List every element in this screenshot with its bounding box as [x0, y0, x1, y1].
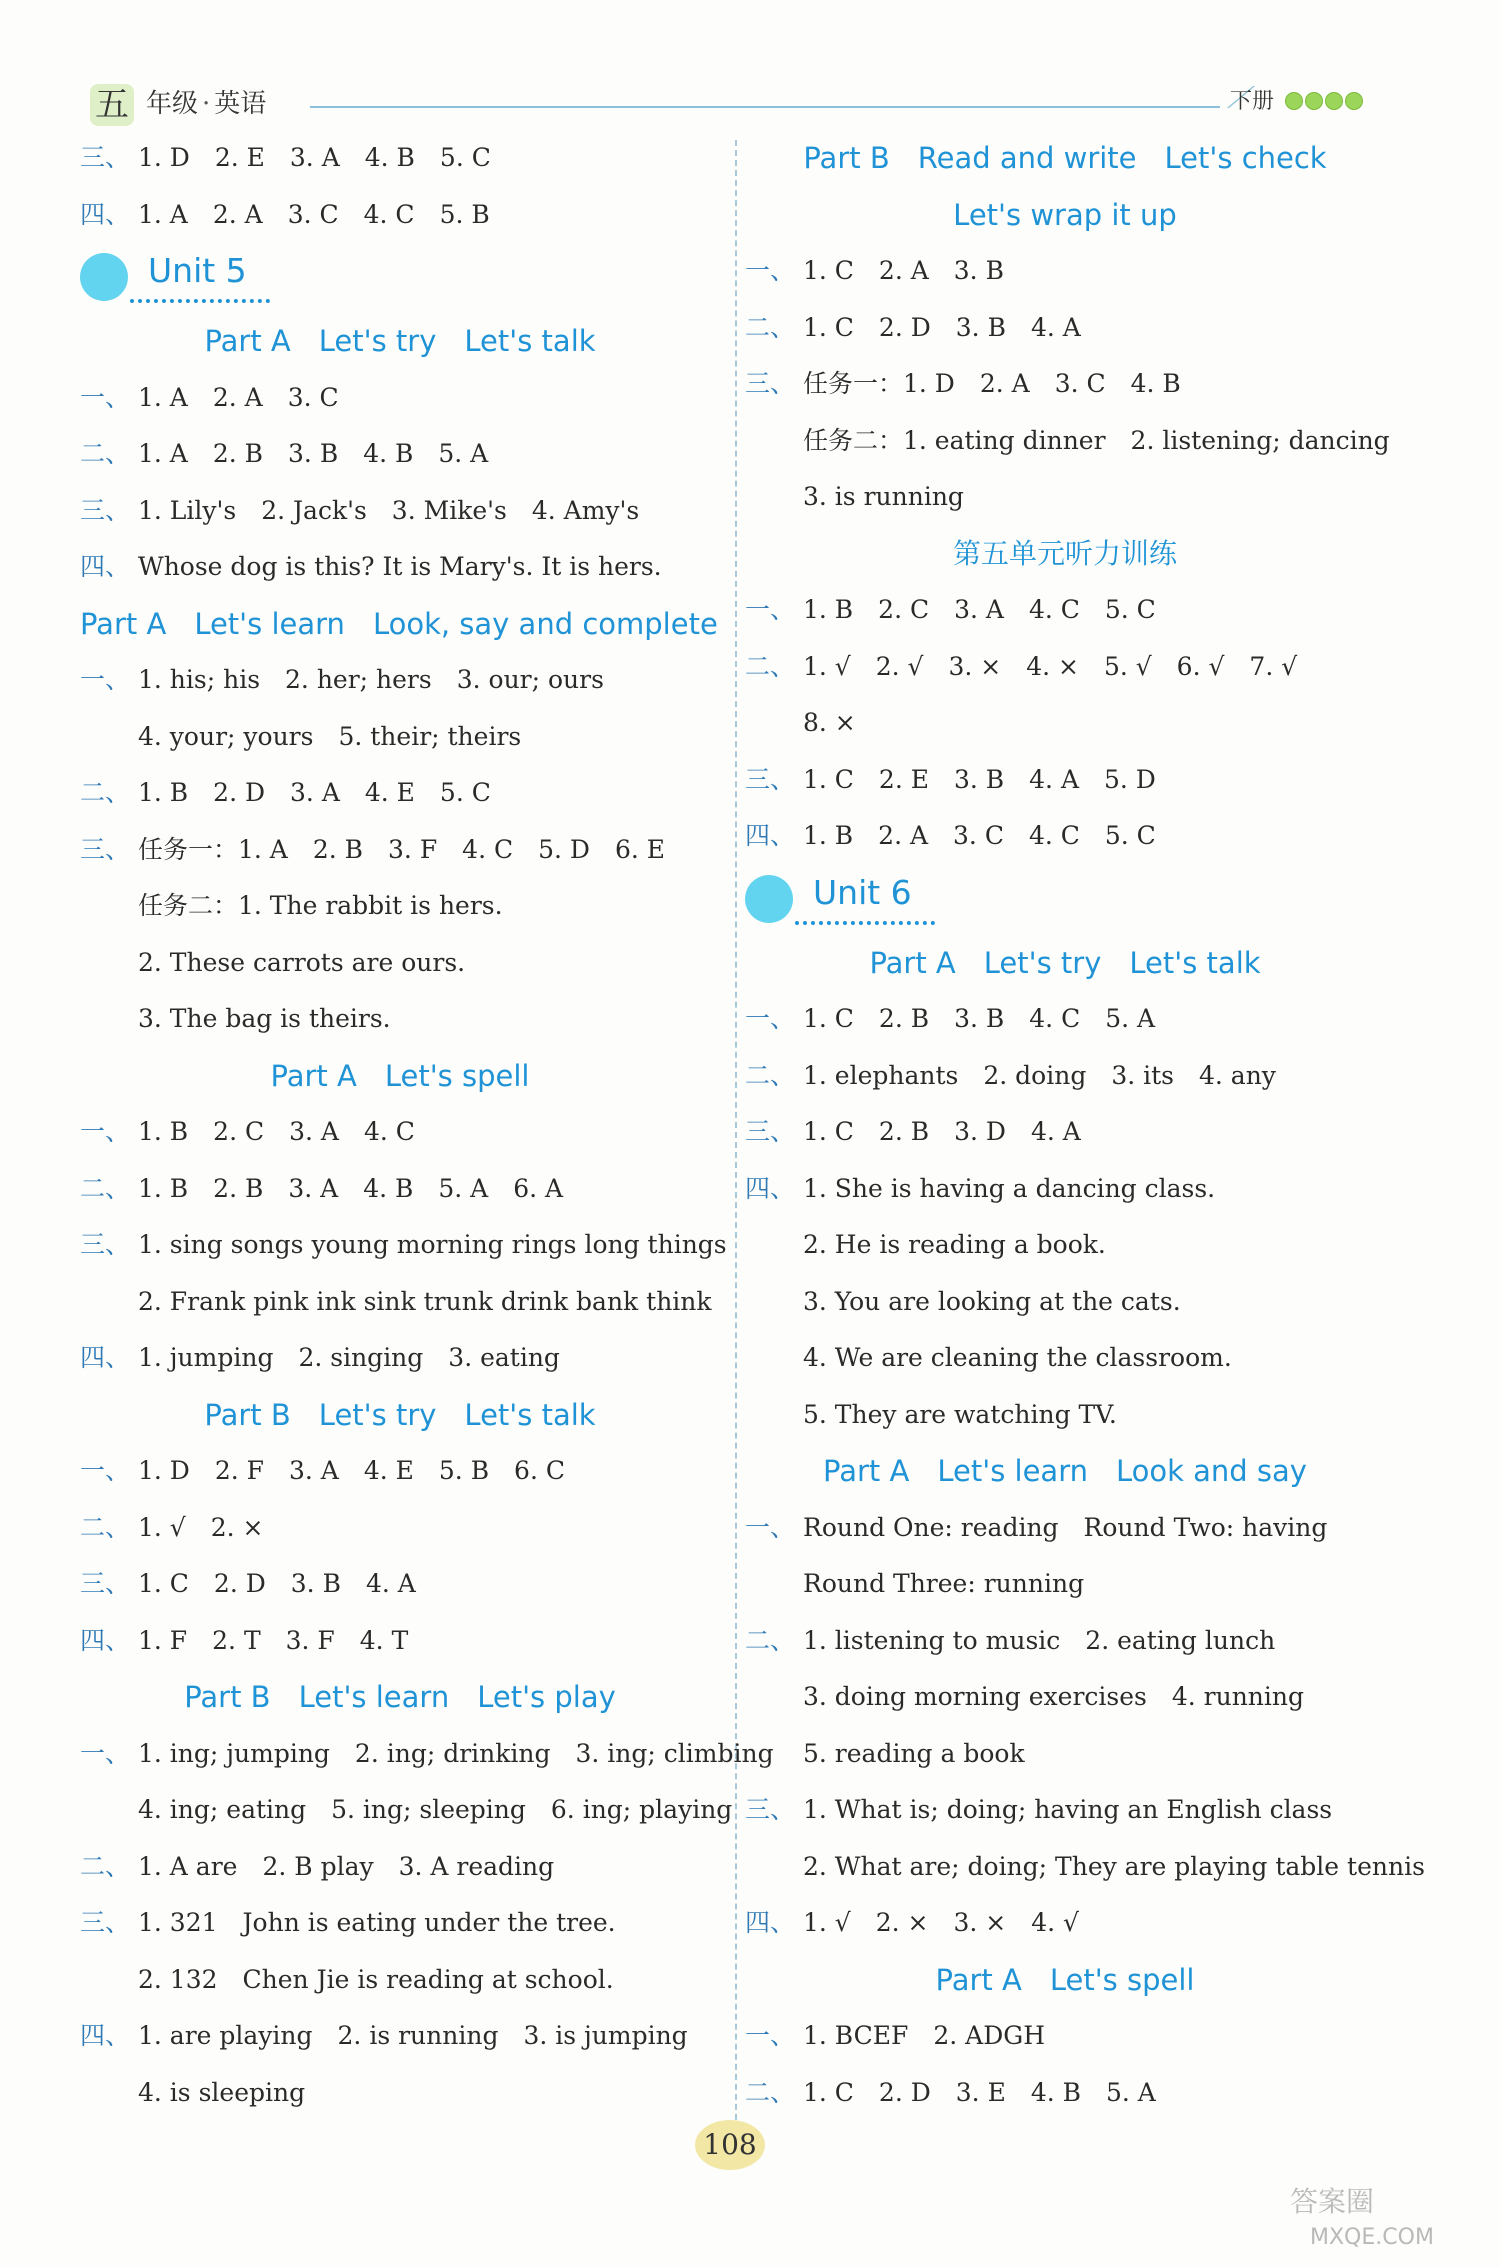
section-heading: Let's wrap it up [953, 197, 1177, 232]
answer-row: 四、 1. F 2. T 3. F 4. T [80, 1625, 409, 1655]
unit-title: Unit 5 [148, 251, 247, 290]
answer-row: 5. reading a book [803, 1738, 1025, 1768]
section-heading: Part B Let's learn Let's play [184, 1680, 616, 1714]
answer-row: 5. They are watching TV. [803, 1399, 1117, 1429]
header-rule [310, 106, 1220, 108]
watermark-url: MXQE.COM [1310, 2225, 1434, 2250]
answer-row: 3. The bag is theirs. [138, 1004, 391, 1033]
section-heading: Part A Let's learn Look and say [823, 1454, 1307, 1488]
answer-row: 四、 Whose dog is this? It is Mary's. It is hers. [80, 552, 662, 581]
answer-row: 一、 1. B 2. C 3. A 4. C 5. C [745, 595, 1156, 624]
answer-row: 一、 1. C 2. B 3. B 4. C 5. A [745, 1004, 1156, 1033]
answer-row: 一、 1. ing; jumping 2. ing; drinking 3. ing; climbing [80, 1738, 774, 1768]
answer-row: 4. ing; eating 5. ing; sleeping 6. ing; playing [138, 1795, 733, 1824]
answer-row: 任务二：1. The rabbit is hers. [138, 891, 503, 920]
answer-row: 三、 1. sing songs young morning rings long things [80, 1230, 727, 1259]
answer-row: Round Three: running [803, 1569, 1085, 1598]
unit-title: Unit 6 [813, 872, 912, 912]
answer-row: 二、 1. listening to music 2. eating lunch [745, 1625, 1276, 1655]
answer-row: 三、 1. Lily's 2. Jack's 3. Mike's 4. Amy's [80, 495, 640, 525]
right-column [745, 130, 1425, 2121]
answer-row: 一、 Round One: reading Round Two: having [745, 1512, 1328, 1542]
section-heading: Part A Let's try Let's talk [204, 324, 596, 358]
answer-row: 三、 1. What is; doing; having an English class [745, 1795, 1333, 1824]
answer-row: 3. You are looking at the cats. [803, 1286, 1181, 1316]
answer-row: 一、 1. A 2. A 3. C [80, 382, 339, 412]
answer-row: 四、 1. She is having a dancing class. [745, 1173, 1216, 1203]
answer-row: 任务二：1. eating dinner 2. listening; dancing [803, 425, 1390, 455]
unit-dots [795, 921, 935, 925]
answer-row: 二、 1. elephants 2. doing 3. its 4. any [745, 1060, 1276, 1090]
grade-badge: 五 [90, 84, 134, 126]
answer-row: 3. is running [803, 482, 964, 511]
answer-row: 二、 1. √ 2. √ 3. × 4. × 5. √ 6. √ 7. √ [745, 651, 1298, 681]
answer-row: 四、 1. √ 2. × 3. × 4. √ [745, 1908, 1079, 1937]
unit-heading [80, 243, 720, 313]
section-heading: 第五单元听力训练 [952, 536, 1177, 570]
answer-row: 二、 1. C 2. D 3. E 4. B 5. A [745, 2077, 1156, 2107]
column-divider [735, 140, 737, 2160]
header-dots-icon [1285, 92, 1363, 110]
answer-row: 二、 1. √ 2. × [80, 1512, 264, 1542]
answer-row: 二、 1. B 2. B 3. A 4. B 5. A 6. A [80, 1173, 564, 1203]
answer-row: 一、 1. B 2. C 3. A 4. C [80, 1117, 415, 1146]
answer-row: 二、 1. C 2. D 3. B 4. A [745, 312, 1081, 342]
unit-dots [130, 299, 270, 303]
section-heading: Part A Let's spell [935, 1962, 1195, 1997]
section-heading: Part B Let's try Let's talk [204, 1397, 596, 1432]
answer-row: 三、 1. 321 John is eating under the tree. [80, 1908, 616, 1937]
left-column [80, 130, 774, 2121]
answer-row: 4. your; yours 5. their; theirs [138, 721, 522, 751]
answer-row: 一、 1. BCEF 2. ADGH [745, 2021, 1046, 2050]
answer-row: 一、 1. his; his 2. her; hers 3. our; ours [80, 665, 604, 694]
answer-row: 二、 1. A are 2. B play 3. A reading [80, 1851, 555, 1881]
page-number: 108 [703, 2128, 757, 2161]
answer-row: 2. 132 Chen Jie is reading at school. [138, 1964, 614, 1994]
section-heading: Part A Let's try Let's talk [869, 945, 1261, 980]
subject-label: 英语 [214, 89, 267, 119]
volume-label: 下册 [1230, 89, 1275, 114]
answer-row: 一、 1. C 2. A 3. B [745, 256, 1004, 285]
answer-row: 三、 任务一：1. D 2. A 3. C 4. B [745, 369, 1181, 398]
answer-row: 4. We are cleaning the classroom. [803, 1343, 1232, 1372]
section-heading: Part A Let's learn Look, say and complete [80, 606, 718, 641]
answer-row: 二、 1. A 2. B 3. B 4. B 5. A [80, 439, 489, 468]
answer-row: 三、 1. C 2. D 3. B 4. A [80, 1569, 416, 1598]
answer-row: 一、 1. D 2. F 3. A 4. E 5. B 6. C [80, 1456, 565, 1485]
header-dot: · [202, 89, 211, 119]
section-heading: Part A Let's spell [270, 1058, 530, 1093]
unit-heading [745, 865, 1385, 935]
answer-row: 三、 任务一：1. A 2. B 3. F 4. C 5. D 6. E [80, 834, 665, 864]
answer-row: 四、 1. B 2. A 3. C 4. C 5. C [745, 821, 1156, 850]
answer-row: 3. doing morning exercises 4. running [803, 1682, 1305, 1711]
answer-row: 二、 1. B 2. D 3. A 4. E 5. C [80, 778, 491, 807]
answer-row: 三、 1. C 2. B 3. D 4. A [745, 1117, 1081, 1146]
answer-row: 四、 1. are playing 2. is running 3. is jumping [80, 2021, 688, 2050]
header-subject [146, 86, 266, 122]
watermark-logo: 答案圈 [1290, 2185, 1375, 2218]
answer-row: 8. × [803, 708, 856, 737]
answer-row: 4. is sleeping [138, 2077, 306, 2107]
answer-row: 三、 1. C 2. E 3. B 4. A 5. D [745, 764, 1156, 794]
grade-label: 年级 [146, 89, 199, 119]
answer-row: 四、 1. jumping 2. singing 3. eating [80, 1343, 560, 1372]
unit-circle-icon [745, 875, 793, 923]
section-heading: Part B Read and write Let's check [803, 141, 1327, 175]
answer-row: 四、 1. A 2. A 3. C 4. C 5. B [80, 199, 490, 229]
answer-row: 三、 1. D 2. E 3. A 4. B 5. C [80, 143, 491, 172]
unit-circle-icon [80, 253, 128, 301]
answer-row: 2. Frank pink ink sink trunk drink bank think [138, 1286, 712, 1316]
answer-row: 2. What are; doing; They are playing table tennis [803, 1851, 1425, 1881]
answer-row: 2. These carrots are ours. [138, 947, 466, 977]
page-header [80, 78, 1380, 128]
answer-row: 2. He is reading a book. [803, 1230, 1106, 1259]
